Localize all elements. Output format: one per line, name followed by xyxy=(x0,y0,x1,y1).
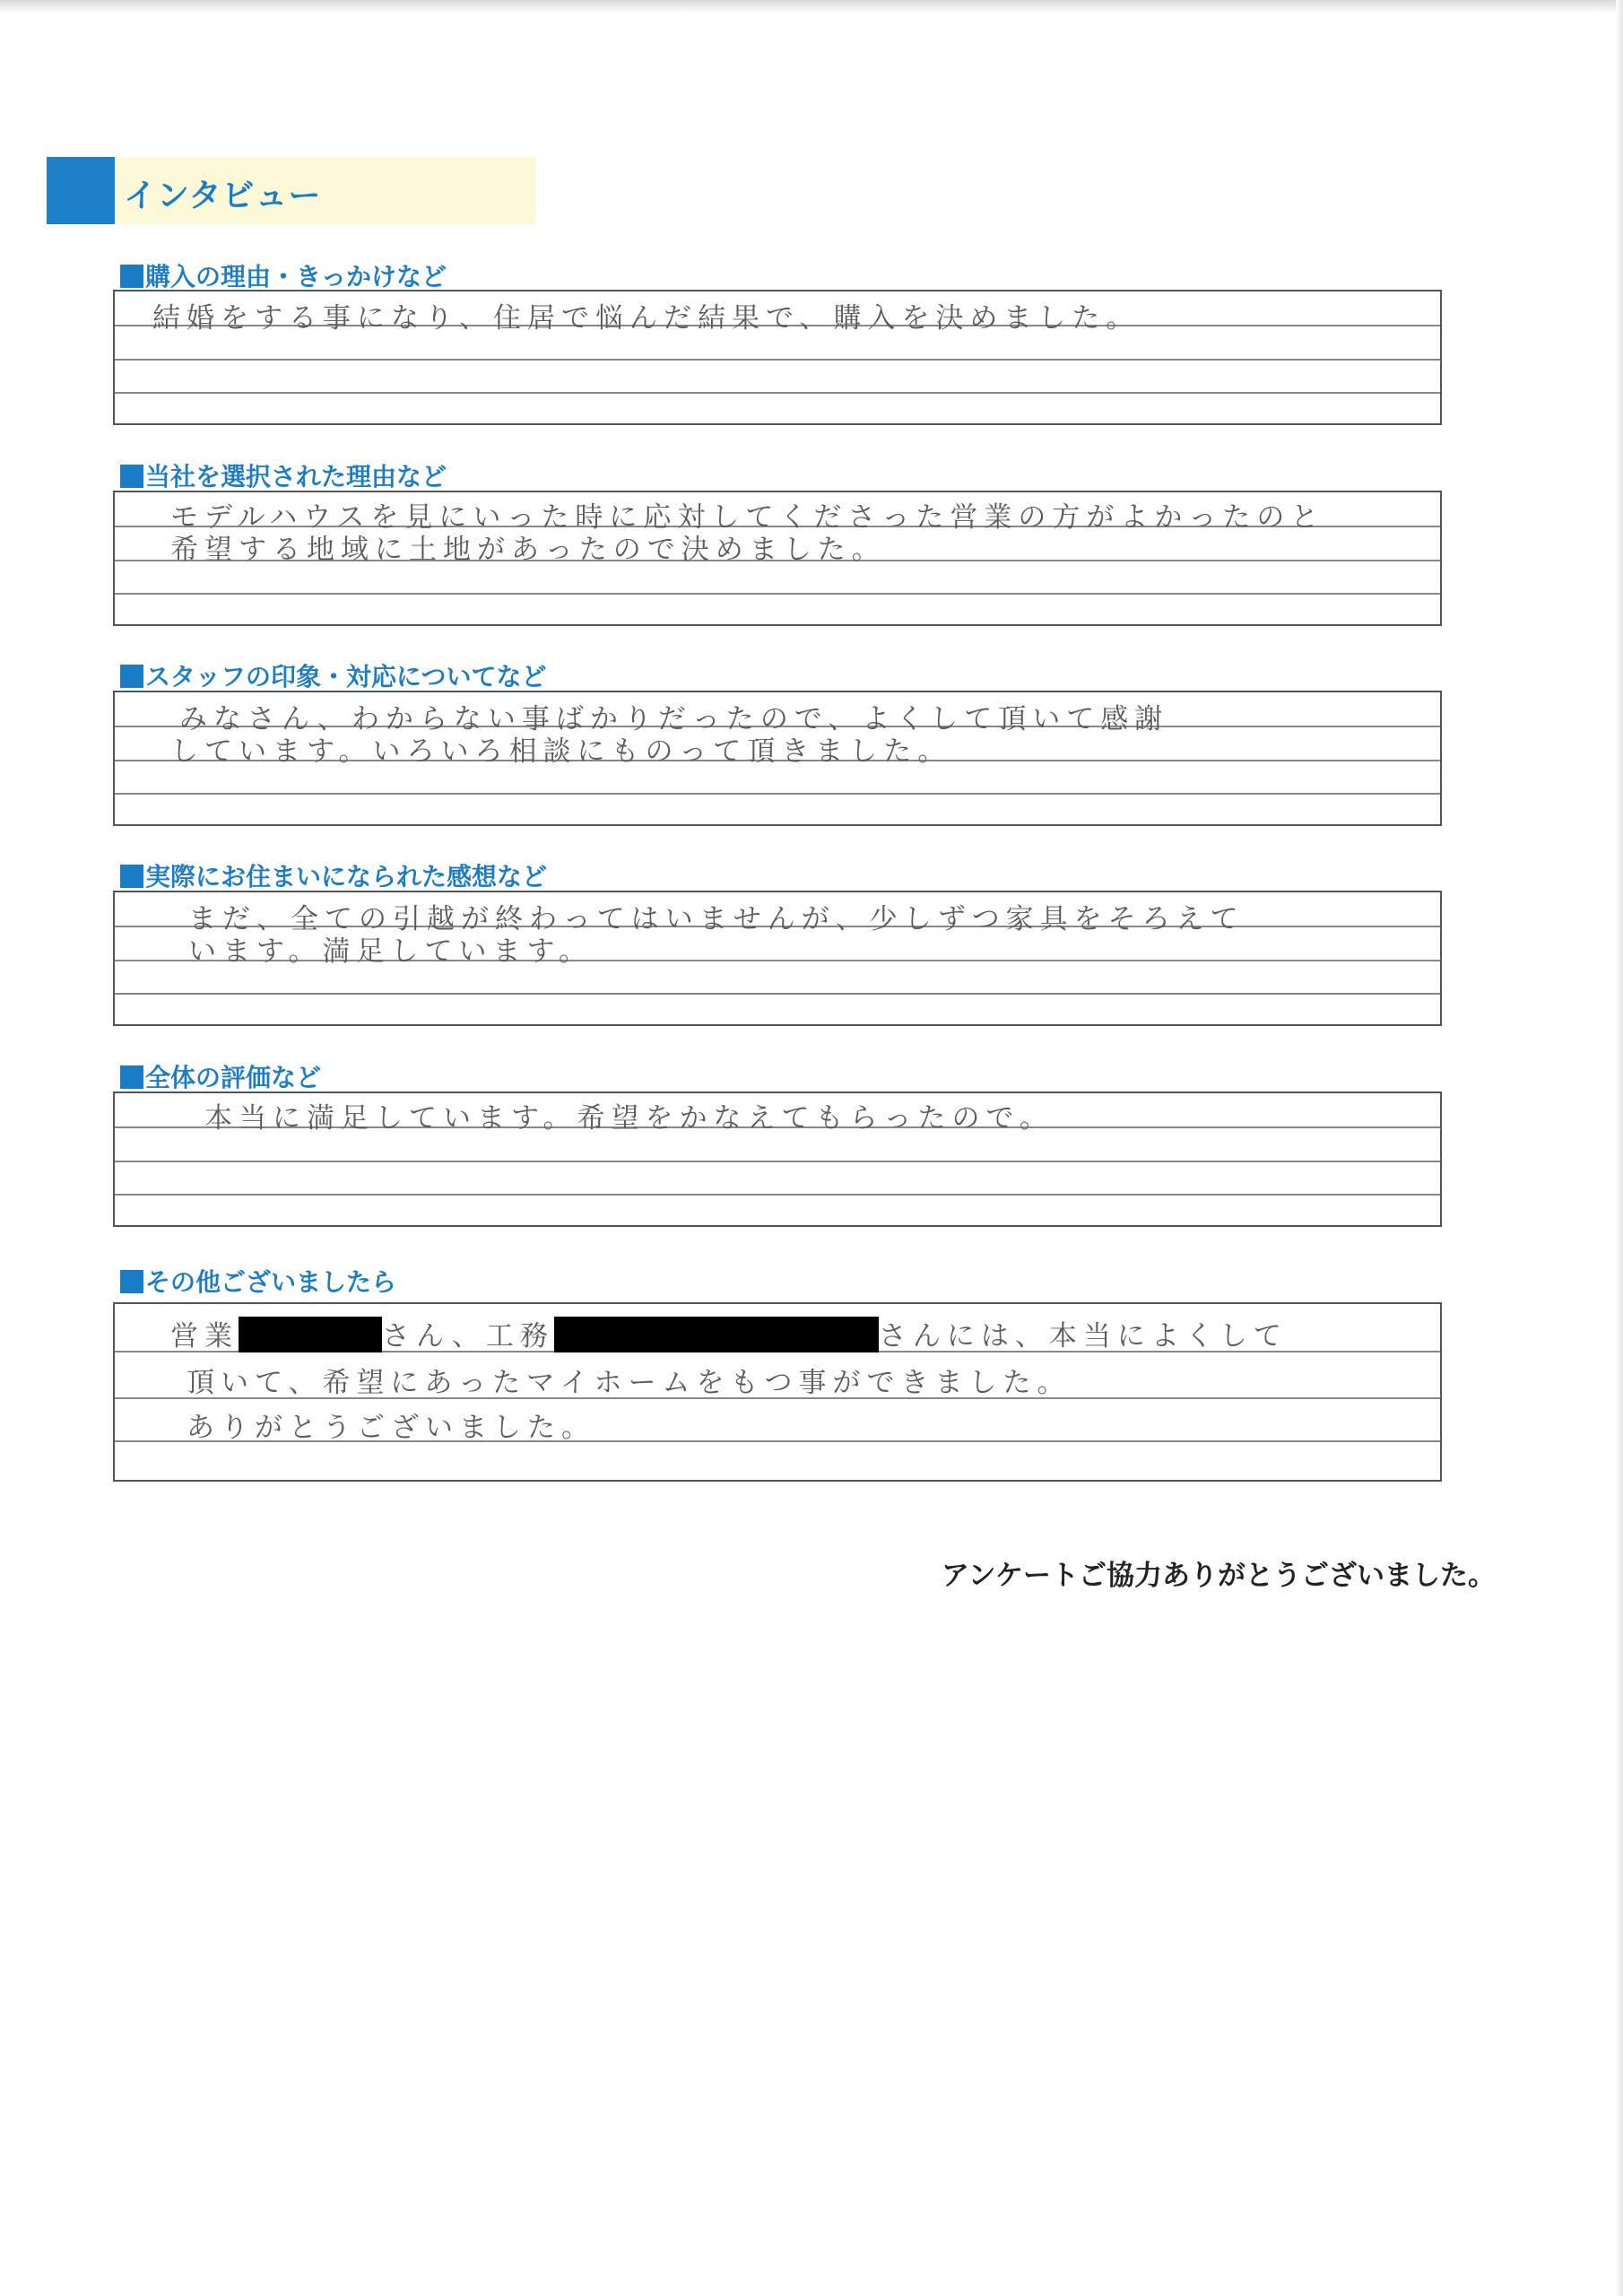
handwritten-line: モデルハウスを見にいった時に応対してくださった営業の方がよかったのと xyxy=(170,501,1325,534)
redacted-name xyxy=(554,1317,879,1352)
section-heading-overall-rating: 全体の評価など xyxy=(120,1058,321,1094)
handwritten-line: しています。いろいろ相談にものって頂きました。 xyxy=(170,735,952,768)
handwritten-line: みなさん、わからない事ばかりだったので、よくして頂いて感謝 xyxy=(179,703,1169,735)
redacted-name xyxy=(239,1317,382,1352)
answer-box-staff-impression xyxy=(113,691,1442,826)
heading-square-icon xyxy=(120,665,143,688)
closing-message: アンケートご協力ありがとうございました。 xyxy=(941,1560,1496,1592)
scan-top-shadow xyxy=(0,0,1623,13)
section-heading-staff-impression: スタッフの印象・対応についてなど xyxy=(120,657,546,693)
answer-box-company-choice xyxy=(113,491,1442,626)
handwritten-line: 結婚をする事になり、住居で悩んだ結果で、購入を決めました。 xyxy=(152,302,1141,335)
handwritten-line: 本当に満足しています。希望をかなえてもらったので。 xyxy=(204,1102,1054,1135)
page-title: インタビュー xyxy=(124,178,322,214)
answer-box-overall-rating xyxy=(113,1091,1442,1227)
section-heading-living-impression: 実際にお住まいになられた感想など xyxy=(120,857,547,893)
handwritten-line: 営業 さん、工務 さんには、本当によくして xyxy=(170,1313,1288,1353)
handwritten-line: 頂いて、希望にあったマイホームをもつ事ができました。 xyxy=(187,1367,1072,1399)
heading-square-icon xyxy=(120,865,143,888)
section-heading-purchase-reason: 購入の理由・きっかけなど xyxy=(120,257,447,293)
heading-square-icon xyxy=(120,465,143,488)
heading-square-icon xyxy=(120,265,143,288)
answer-box-living-impression xyxy=(113,891,1442,1026)
handwritten-line: います。満足しています。 xyxy=(188,935,594,968)
scan-right-edge xyxy=(1616,0,1623,2296)
handwritten-line: ありがとうございました。 xyxy=(187,1412,595,1444)
answer-box-purchase-reason xyxy=(113,290,1442,425)
title-accent-block xyxy=(47,157,115,224)
answer-box-other-comments xyxy=(113,1302,1442,1482)
section-heading-company-choice: 当社を選択された理由など xyxy=(120,457,447,493)
heading-square-icon xyxy=(120,1270,143,1293)
heading-square-icon xyxy=(120,1065,143,1089)
section-heading-other-comments: その他ございましたら xyxy=(120,1263,396,1299)
handwritten-line: 希望する地域に土地があったので決めました。 xyxy=(170,534,886,566)
handwritten-line: まだ、全ての引越が終わってはいませんが、少しずつ家具をそろえて xyxy=(188,903,1245,935)
